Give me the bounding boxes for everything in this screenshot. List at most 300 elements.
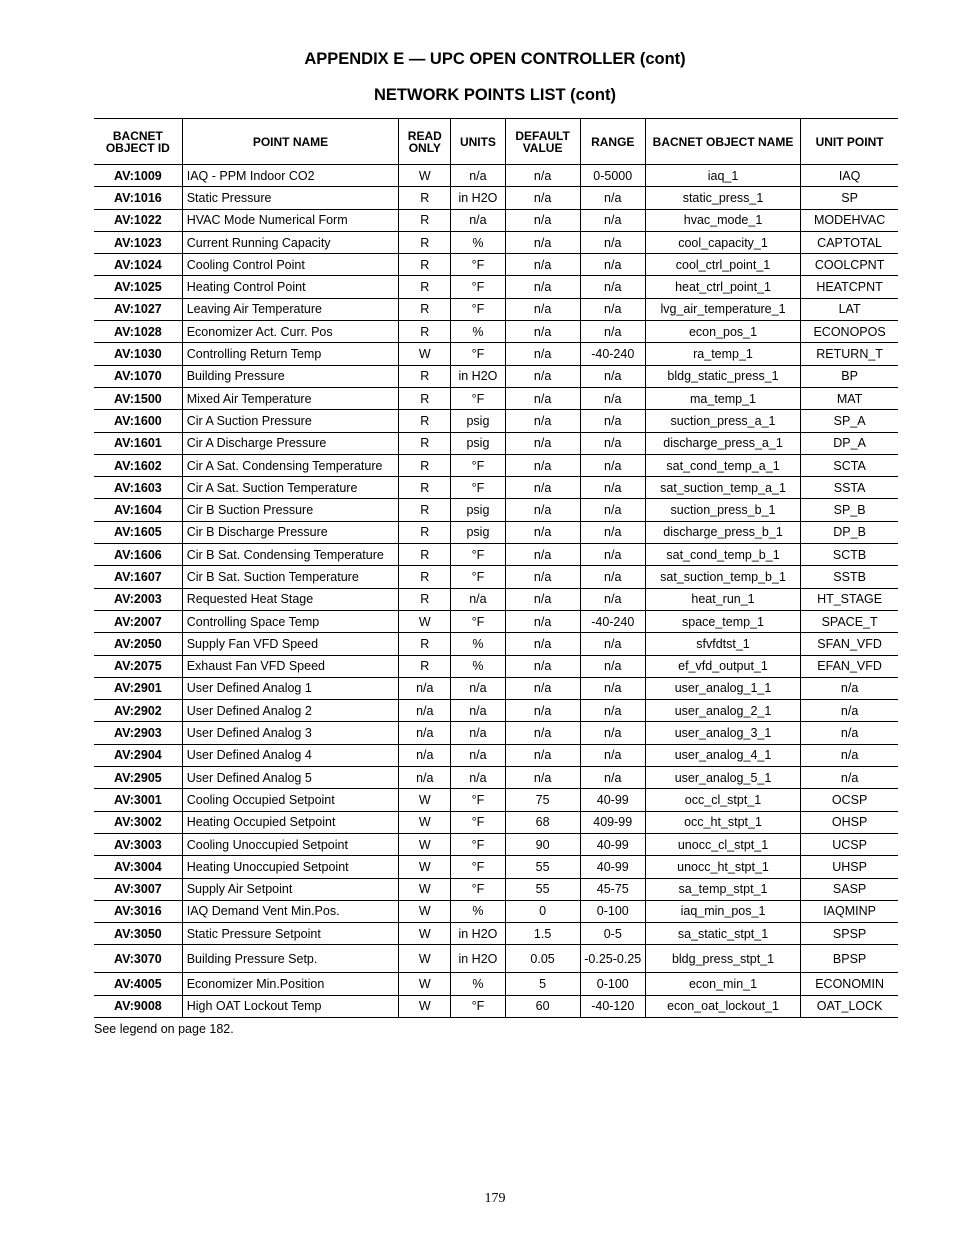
network-points-table [94,118,898,1018]
table-row [94,454,898,476]
cell-object-name: ef_vfd_output_1 [645,655,800,677]
cell-read-only: R [399,231,451,253]
cell-object-name: discharge_press_a_1 [645,432,800,454]
table-row [94,945,898,973]
cell-read-only: R [399,254,451,276]
table-row [94,811,898,833]
cell-object-id: AV:3003 [94,833,182,855]
cell-point-name: Static Pressure [182,187,399,209]
cell-object-name: sa_static_stpt_1 [645,923,800,945]
cell-object-name: sat_cond_temp_b_1 [645,544,800,566]
cell-units: °F [451,387,505,409]
cell-object-id: AV:1027 [94,298,182,320]
cell-point-name: Cir A Sat. Condensing Temperature [182,454,399,476]
table-row [94,209,898,231]
cell-unit-point: SP [801,187,898,209]
cell-default-value: 5 [505,973,580,995]
table-row [94,856,898,878]
table-row [94,165,898,187]
cell-units: °F [451,454,505,476]
cell-unit-point: EFAN_VFD [801,655,898,677]
cell-object-id: AV:1605 [94,521,182,543]
cell-point-name: Cir B Discharge Pressure [182,521,399,543]
cell-units: psig [451,410,505,432]
cell-units: °F [451,477,505,499]
cell-object-name: sa_temp_stpt_1 [645,878,800,900]
cell-point-name: Economizer Act. Curr. Pos [182,321,399,343]
table-row [94,655,898,677]
cell-object-id: AV:1500 [94,387,182,409]
cell-object-name: cool_capacity_1 [645,231,800,253]
cell-object-id: AV:2050 [94,633,182,655]
cell-range: -40-240 [580,343,645,365]
cell-read-only: W [399,900,451,922]
page-number: 179 [484,1191,506,1206]
cell-default-value: n/a [505,298,580,320]
cell-units: n/a [451,744,505,766]
cell-read-only: W [399,343,451,365]
cell-object-name: iaq_1 [645,165,800,187]
cell-object-name: unocc_cl_stpt_1 [645,833,800,855]
cell-units: °F [451,544,505,566]
header-range: RANGE [580,119,645,165]
cell-point-name: Cir B Sat. Suction Temperature [182,566,399,588]
cell-default-value: 55 [505,878,580,900]
table-row [94,923,898,945]
cell-object-id: AV:1070 [94,365,182,387]
cell-range: 45-75 [580,878,645,900]
table-row [94,633,898,655]
cell-default-value: n/a [505,767,580,789]
cell-point-name: Exhaust Fan VFD Speed [182,655,399,677]
cell-object-id: AV:1607 [94,566,182,588]
cell-read-only: R [399,387,451,409]
table-row [94,387,898,409]
cell-point-name: Cir A Suction Pressure [182,410,399,432]
cell-point-name: Heating Occupied Setpoint [182,811,399,833]
cell-point-name: Cooling Occupied Setpoint [182,789,399,811]
cell-units: % [451,321,505,343]
cell-object-id: AV:2903 [94,722,182,744]
cell-read-only: R [399,298,451,320]
cell-object-name: sat_suction_temp_a_1 [645,477,800,499]
cell-unit-point: HEATCPNT [801,276,898,298]
cell-range: n/a [580,387,645,409]
cell-range: n/a [580,633,645,655]
cell-read-only: R [399,187,451,209]
cell-range: -40-120 [580,995,645,1017]
cell-object-name: heat_ctrl_point_1 [645,276,800,298]
cell-default-value: 1.5 [505,923,580,945]
cell-object-id: AV:1009 [94,165,182,187]
cell-units: °F [451,811,505,833]
cell-point-name: Cir B Suction Pressure [182,499,399,521]
cell-unit-point: SSTB [801,566,898,588]
cell-default-value: n/a [505,365,580,387]
cell-unit-point: SP_B [801,499,898,521]
cell-point-name: Cooling Unoccupied Setpoint [182,833,399,855]
cell-read-only: R [399,276,451,298]
legend-note: See legend on page 182. [94,1022,234,1036]
cell-read-only: W [399,789,451,811]
cell-unit-point: BPSP [801,945,898,973]
cell-unit-point: ECONOPOS [801,321,898,343]
cell-object-name: bldg_static_press_1 [645,365,800,387]
cell-units: °F [451,566,505,588]
cell-read-only: W [399,973,451,995]
cell-units: n/a [451,209,505,231]
cell-object-name: discharge_press_b_1 [645,521,800,543]
cell-read-only: n/a [399,700,451,722]
table-row [94,767,898,789]
cell-range: n/a [580,321,645,343]
cell-default-value: n/a [505,588,580,610]
table-row [94,499,898,521]
cell-range: n/a [580,655,645,677]
cell-range: -0.25-0.25 [580,945,645,973]
cell-default-value: n/a [505,610,580,632]
cell-range: n/a [580,499,645,521]
cell-object-name: heat_run_1 [645,588,800,610]
cell-default-value: n/a [505,321,580,343]
cell-range: n/a [580,209,645,231]
cell-object-name: user_analog_3_1 [645,722,800,744]
cell-read-only: R [399,655,451,677]
cell-read-only: R [399,521,451,543]
cell-point-name: Cir B Sat. Condensing Temperature [182,544,399,566]
cell-units: °F [451,789,505,811]
header-units: UNITS [451,119,505,165]
cell-unit-point: n/a [801,744,898,766]
cell-point-name: Leaving Air Temperature [182,298,399,320]
cell-read-only: n/a [399,744,451,766]
cell-range: n/a [580,566,645,588]
cell-range: n/a [580,365,645,387]
cell-default-value: 55 [505,856,580,878]
cell-default-value: n/a [505,454,580,476]
cell-units: °F [451,610,505,632]
header-default-value: DEFAULT VALUE [505,119,580,165]
cell-point-name: High OAT Lockout Temp [182,995,399,1017]
cell-unit-point: COOLCPNT [801,254,898,276]
cell-object-name: econ_pos_1 [645,321,800,343]
cell-object-id: AV:3007 [94,878,182,900]
cell-default-value: n/a [505,544,580,566]
cell-point-name: Requested Heat Stage [182,588,399,610]
cell-range: n/a [580,298,645,320]
cell-units: in H2O [451,187,505,209]
cell-read-only: R [399,588,451,610]
cell-object-id: AV:4005 [94,973,182,995]
cell-point-name: Controlling Return Temp [182,343,399,365]
cell-units: °F [451,833,505,855]
cell-point-name: Heating Unoccupied Setpoint [182,856,399,878]
cell-range: n/a [580,276,645,298]
table-row [94,722,898,744]
cell-units: n/a [451,767,505,789]
cell-range: 409-99 [580,811,645,833]
cell-units: n/a [451,700,505,722]
table-row [94,677,898,699]
cell-range: n/a [580,677,645,699]
cell-range: 40-99 [580,833,645,855]
cell-range: n/a [580,187,645,209]
cell-read-only: R [399,477,451,499]
table-row [94,566,898,588]
table-row [94,432,898,454]
cell-read-only: W [399,995,451,1017]
cell-read-only: R [399,321,451,343]
cell-range: 0-5 [580,923,645,945]
cell-object-name: econ_min_1 [645,973,800,995]
table-row [94,410,898,432]
cell-default-value: 68 [505,811,580,833]
table-row [94,588,898,610]
cell-range: -40-240 [580,610,645,632]
cell-point-name: IAQ Demand Vent Min.Pos. [182,900,399,922]
cell-object-id: AV:1030 [94,343,182,365]
table-row [94,833,898,855]
cell-object-name: econ_oat_lockout_1 [645,995,800,1017]
cell-object-id: AV:1602 [94,454,182,476]
cell-object-id: AV:1024 [94,254,182,276]
table-row [94,343,898,365]
cell-point-name: Current Running Capacity [182,231,399,253]
cell-object-id: AV:1604 [94,499,182,521]
cell-range: n/a [580,454,645,476]
cell-object-id: AV:1016 [94,187,182,209]
cell-unit-point: ECONOMIN [801,973,898,995]
cell-units: °F [451,995,505,1017]
table-row [94,231,898,253]
cell-range: n/a [580,767,645,789]
cell-read-only: R [399,633,451,655]
cell-read-only: W [399,610,451,632]
cell-units: °F [451,343,505,365]
cell-point-name: User Defined Analog 4 [182,744,399,766]
cell-point-name: Cir A Discharge Pressure [182,432,399,454]
cell-unit-point: DP_A [801,432,898,454]
cell-units: in H2O [451,365,505,387]
cell-read-only: R [399,432,451,454]
cell-read-only: n/a [399,677,451,699]
table-row [94,187,898,209]
cell-object-id: AV:2075 [94,655,182,677]
cell-object-name: unocc_ht_stpt_1 [645,856,800,878]
cell-object-id: AV:2901 [94,677,182,699]
cell-object-id: AV:3070 [94,945,182,973]
cell-read-only: n/a [399,767,451,789]
cell-object-id: AV:3050 [94,923,182,945]
cell-object-name: user_analog_1_1 [645,677,800,699]
cell-point-name: User Defined Analog 2 [182,700,399,722]
cell-point-name: Building Pressure Setp. [182,945,399,973]
cell-range: 0-5000 [580,165,645,187]
cell-default-value: n/a [505,209,580,231]
cell-point-name: HVAC Mode Numerical Form [182,209,399,231]
cell-default-value: n/a [505,165,580,187]
cell-range: 40-99 [580,789,645,811]
header-bacnet-object-name: BACNET OBJECT NAME [645,119,800,165]
cell-range: 0-100 [580,900,645,922]
cell-point-name: Mixed Air Temperature [182,387,399,409]
cell-read-only: R [399,209,451,231]
cell-read-only: W [399,878,451,900]
header-unit-point: UNIT POINT [801,119,898,165]
cell-unit-point: n/a [801,767,898,789]
cell-object-name: static_press_1 [645,187,800,209]
cell-object-id: AV:2003 [94,588,182,610]
cell-range: n/a [580,410,645,432]
cell-range: 0-100 [580,973,645,995]
cell-units: % [451,973,505,995]
cell-unit-point: n/a [801,677,898,699]
cell-unit-point: SPSP [801,923,898,945]
cell-unit-point: n/a [801,700,898,722]
cell-default-value: n/a [505,343,580,365]
cell-point-name: Supply Air Setpoint [182,878,399,900]
header-read-only: READ ONLY [399,119,451,165]
table-row [94,700,898,722]
cell-read-only: R [399,499,451,521]
cell-object-name: suction_press_b_1 [645,499,800,521]
cell-range: n/a [580,254,645,276]
cell-range: 40-99 [580,856,645,878]
cell-object-name: cool_ctrl_point_1 [645,254,800,276]
cell-units: psig [451,521,505,543]
cell-units: % [451,900,505,922]
table-header-row [94,119,898,165]
table-row [94,276,898,298]
cell-unit-point: MODEHVAC [801,209,898,231]
cell-unit-point: OAT_LOCK [801,995,898,1017]
cell-unit-point: SCTB [801,544,898,566]
cell-range: n/a [580,521,645,543]
table-row [94,477,898,499]
header-bacnet-object-id: BACNET OBJECT ID [94,119,182,165]
cell-default-value: n/a [505,231,580,253]
cell-default-value: n/a [505,521,580,543]
cell-read-only: n/a [399,722,451,744]
page-subtitle: NETWORK POINTS LIST (cont) [374,86,616,104]
cell-unit-point: SP_A [801,410,898,432]
cell-units: °F [451,298,505,320]
cell-object-name: iaq_min_pos_1 [645,900,800,922]
cell-unit-point: SSTA [801,477,898,499]
cell-default-value: n/a [505,477,580,499]
cell-object-name: user_analog_4_1 [645,744,800,766]
cell-units: % [451,231,505,253]
cell-units: in H2O [451,923,505,945]
cell-unit-point: SASP [801,878,898,900]
table-row [94,321,898,343]
cell-point-name: Static Pressure Setpoint [182,923,399,945]
cell-default-value: n/a [505,410,580,432]
cell-range: n/a [580,544,645,566]
cell-unit-point: LAT [801,298,898,320]
cell-units: in H2O [451,945,505,973]
cell-default-value: 0 [505,900,580,922]
cell-object-id: AV:1600 [94,410,182,432]
cell-units: n/a [451,165,505,187]
cell-range: n/a [580,588,645,610]
cell-object-id: AV:3002 [94,811,182,833]
cell-object-name: suction_press_a_1 [645,410,800,432]
table-row [94,878,898,900]
cell-point-name: Heating Control Point [182,276,399,298]
cell-object-id: AV:2902 [94,700,182,722]
cell-object-name: user_analog_5_1 [645,767,800,789]
cell-range: n/a [580,700,645,722]
cell-default-value: 75 [505,789,580,811]
cell-unit-point: MAT [801,387,898,409]
cell-unit-point: UCSP [801,833,898,855]
table-row [94,973,898,995]
cell-range: n/a [580,477,645,499]
cell-object-id: AV:1028 [94,321,182,343]
cell-point-name: IAQ - PPM Indoor CO2 [182,165,399,187]
cell-object-id: AV:2007 [94,610,182,632]
cell-default-value: n/a [505,677,580,699]
cell-point-name: User Defined Analog 3 [182,722,399,744]
cell-default-value: n/a [505,387,580,409]
cell-object-name: sfvfdtst_1 [645,633,800,655]
cell-object-name: sat_suction_temp_b_1 [645,566,800,588]
cell-object-name: ma_temp_1 [645,387,800,409]
page-title: APPENDIX E — UPC OPEN CONTROLLER (cont) [304,50,686,68]
cell-default-value: n/a [505,432,580,454]
cell-point-name: Controlling Space Temp [182,610,399,632]
cell-default-value: 90 [505,833,580,855]
cell-unit-point: UHSP [801,856,898,878]
cell-units: % [451,655,505,677]
cell-object-name: bldg_press_stpt_1 [645,945,800,973]
cell-unit-point: SCTA [801,454,898,476]
cell-read-only: R [399,544,451,566]
cell-object-name: hvac_mode_1 [645,209,800,231]
cell-point-name: Cooling Control Point [182,254,399,276]
cell-point-name: User Defined Analog 1 [182,677,399,699]
cell-object-id: AV:1022 [94,209,182,231]
cell-read-only: W [399,945,451,973]
cell-read-only: R [399,410,451,432]
cell-default-value: n/a [505,254,580,276]
table-row [94,789,898,811]
cell-read-only: W [399,811,451,833]
cell-units: psig [451,499,505,521]
cell-unit-point: HT_STAGE [801,588,898,610]
cell-default-value: n/a [505,722,580,744]
cell-units: °F [451,276,505,298]
cell-units: °F [451,254,505,276]
cell-object-name: user_analog_2_1 [645,700,800,722]
cell-units: n/a [451,677,505,699]
cell-object-id: AV:9008 [94,995,182,1017]
cell-read-only: W [399,923,451,945]
table-row [94,744,898,766]
cell-point-name: Supply Fan VFD Speed [182,633,399,655]
cell-object-id: AV:2904 [94,744,182,766]
cell-point-name: Cir A Sat. Suction Temperature [182,477,399,499]
cell-object-name: ra_temp_1 [645,343,800,365]
cell-range: n/a [580,722,645,744]
cell-default-value: n/a [505,744,580,766]
cell-point-name: Economizer Min.Position [182,973,399,995]
cell-object-name: space_temp_1 [645,610,800,632]
cell-object-id: AV:2905 [94,767,182,789]
cell-object-id: AV:1606 [94,544,182,566]
cell-object-id: AV:3016 [94,900,182,922]
